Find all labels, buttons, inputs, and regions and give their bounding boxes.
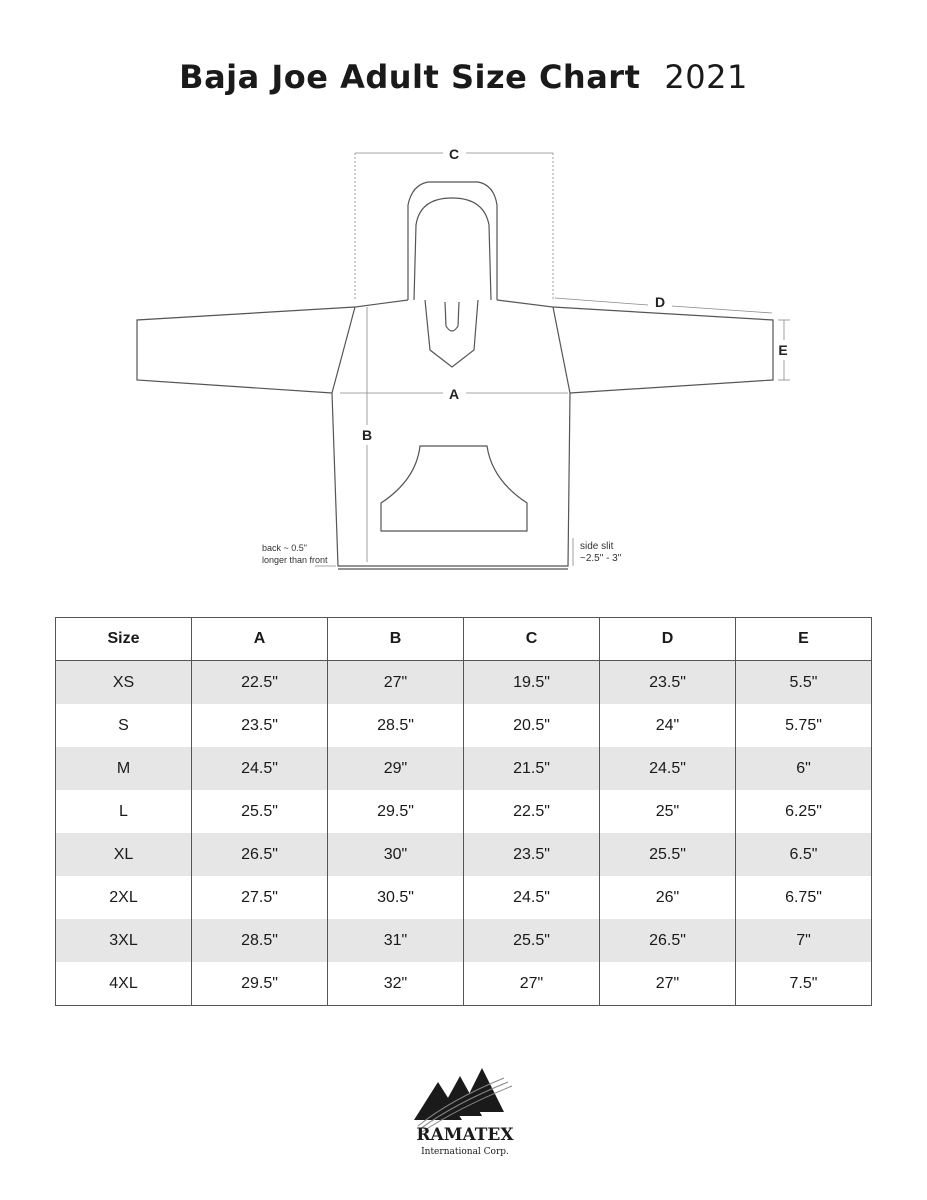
measurement-cell: 6.25" (736, 790, 872, 833)
header-b: B (328, 618, 464, 661)
measurement-cell: 26" (600, 876, 736, 919)
table-row (56, 704, 872, 747)
d-arrow-left (555, 298, 648, 305)
measurement-cell: 24.5" (464, 876, 600, 919)
measurement-cell: 24.5" (600, 747, 736, 790)
measurement-cell: 5.5" (736, 661, 872, 705)
size-cell: M (56, 747, 192, 790)
measurement-cell: 7.5" (736, 962, 872, 1006)
table-body (56, 661, 872, 1006)
table-header-row (56, 618, 872, 661)
size-cell: 2XL (56, 876, 192, 919)
measurement-cell: 7" (736, 919, 872, 962)
measurement-cell: 27" (464, 962, 600, 1006)
label-e: E (778, 342, 788, 358)
measurement-cell: 31" (328, 919, 464, 962)
table-row (56, 790, 872, 833)
neck-slit (445, 302, 459, 331)
measurement-cell: 25.5" (600, 833, 736, 876)
left-sleeve-outline (137, 307, 355, 393)
measurement-cell: 5.75" (736, 704, 872, 747)
size-cell: L (56, 790, 192, 833)
hood-outline (408, 182, 497, 300)
logo-subtitle: International Corp. (421, 1147, 509, 1157)
label-c: C (448, 146, 460, 162)
back-note-line1: back ~ 0.5" (262, 543, 307, 553)
measurement-cell: 30.5" (328, 876, 464, 919)
measurement-cell: 23.5" (464, 833, 600, 876)
measurement-cell: 6" (736, 747, 872, 790)
measurement-cell: 27.5" (192, 876, 328, 919)
page-title (0, 58, 927, 96)
size-cell: 3XL (56, 919, 192, 962)
table-row (56, 962, 872, 1006)
label-d: D (654, 294, 666, 310)
measurement-cell: 24" (600, 704, 736, 747)
size-cell: S (56, 704, 192, 747)
measurement-cell: 22.5" (192, 661, 328, 705)
header-size: Size (56, 618, 192, 661)
mountain-icon (414, 1068, 512, 1132)
kangaroo-pocket (381, 446, 527, 531)
right-sleeve-outline (553, 307, 773, 393)
header-a: A (192, 618, 328, 661)
hood-opening (414, 198, 491, 300)
table-row (56, 876, 872, 919)
header-e: E (736, 618, 872, 661)
measurement-cell: 28.5" (192, 919, 328, 962)
measurement-cell: 19.5" (464, 661, 600, 705)
size-table (55, 617, 872, 1006)
neck-panel (425, 300, 478, 367)
size-cell: 4XL (56, 962, 192, 1006)
label-b: B (361, 427, 373, 443)
measurement-cell: 22.5" (464, 790, 600, 833)
back-note-line2: longer than front (262, 555, 328, 565)
table-row (56, 833, 872, 876)
table-row (56, 661, 872, 705)
measurement-cell: 24.5" (192, 747, 328, 790)
measurement-cell: 20.5" (464, 704, 600, 747)
label-a: A (448, 386, 460, 402)
size-cell: XL (56, 833, 192, 876)
hoodie-diagram (0, 130, 927, 590)
measurement-cell: 27" (328, 661, 464, 705)
measurement-cell: 6.75" (736, 876, 872, 919)
measurement-cell: 6.5" (736, 833, 872, 876)
logo-name: RAMATEX (416, 1125, 514, 1145)
header-d: D (600, 618, 736, 661)
slit-note-line1: side slit (580, 541, 614, 552)
table-row (56, 919, 872, 962)
title-main: Baja Joe Adult Size Chart (179, 58, 641, 96)
measurement-cell: 28.5" (328, 704, 464, 747)
table-row (56, 747, 872, 790)
measurement-cell: 25" (600, 790, 736, 833)
measurement-cell: 27" (600, 962, 736, 1006)
measurement-cell: 26.5" (600, 919, 736, 962)
measurement-cell: 32" (328, 962, 464, 1006)
measurement-cell: 25.5" (464, 919, 600, 962)
title-year: 2021 (664, 58, 748, 96)
d-arrow-right (672, 306, 772, 313)
measurement-cell: 29.5" (192, 962, 328, 1006)
measurement-cell: 29" (328, 747, 464, 790)
header-c: C (464, 618, 600, 661)
ramatex-logo (400, 1050, 530, 1160)
measurement-cell: 30" (328, 833, 464, 876)
measurement-cell: 23.5" (192, 704, 328, 747)
size-cell: XS (56, 661, 192, 705)
measurement-cell: 26.5" (192, 833, 328, 876)
measurement-cell: 23.5" (600, 661, 736, 705)
measurement-cell: 21.5" (464, 747, 600, 790)
measurement-cell: 25.5" (192, 790, 328, 833)
measurement-cell: 29.5" (328, 790, 464, 833)
slit-note-line2: ~2.5" - 3" (580, 553, 622, 564)
